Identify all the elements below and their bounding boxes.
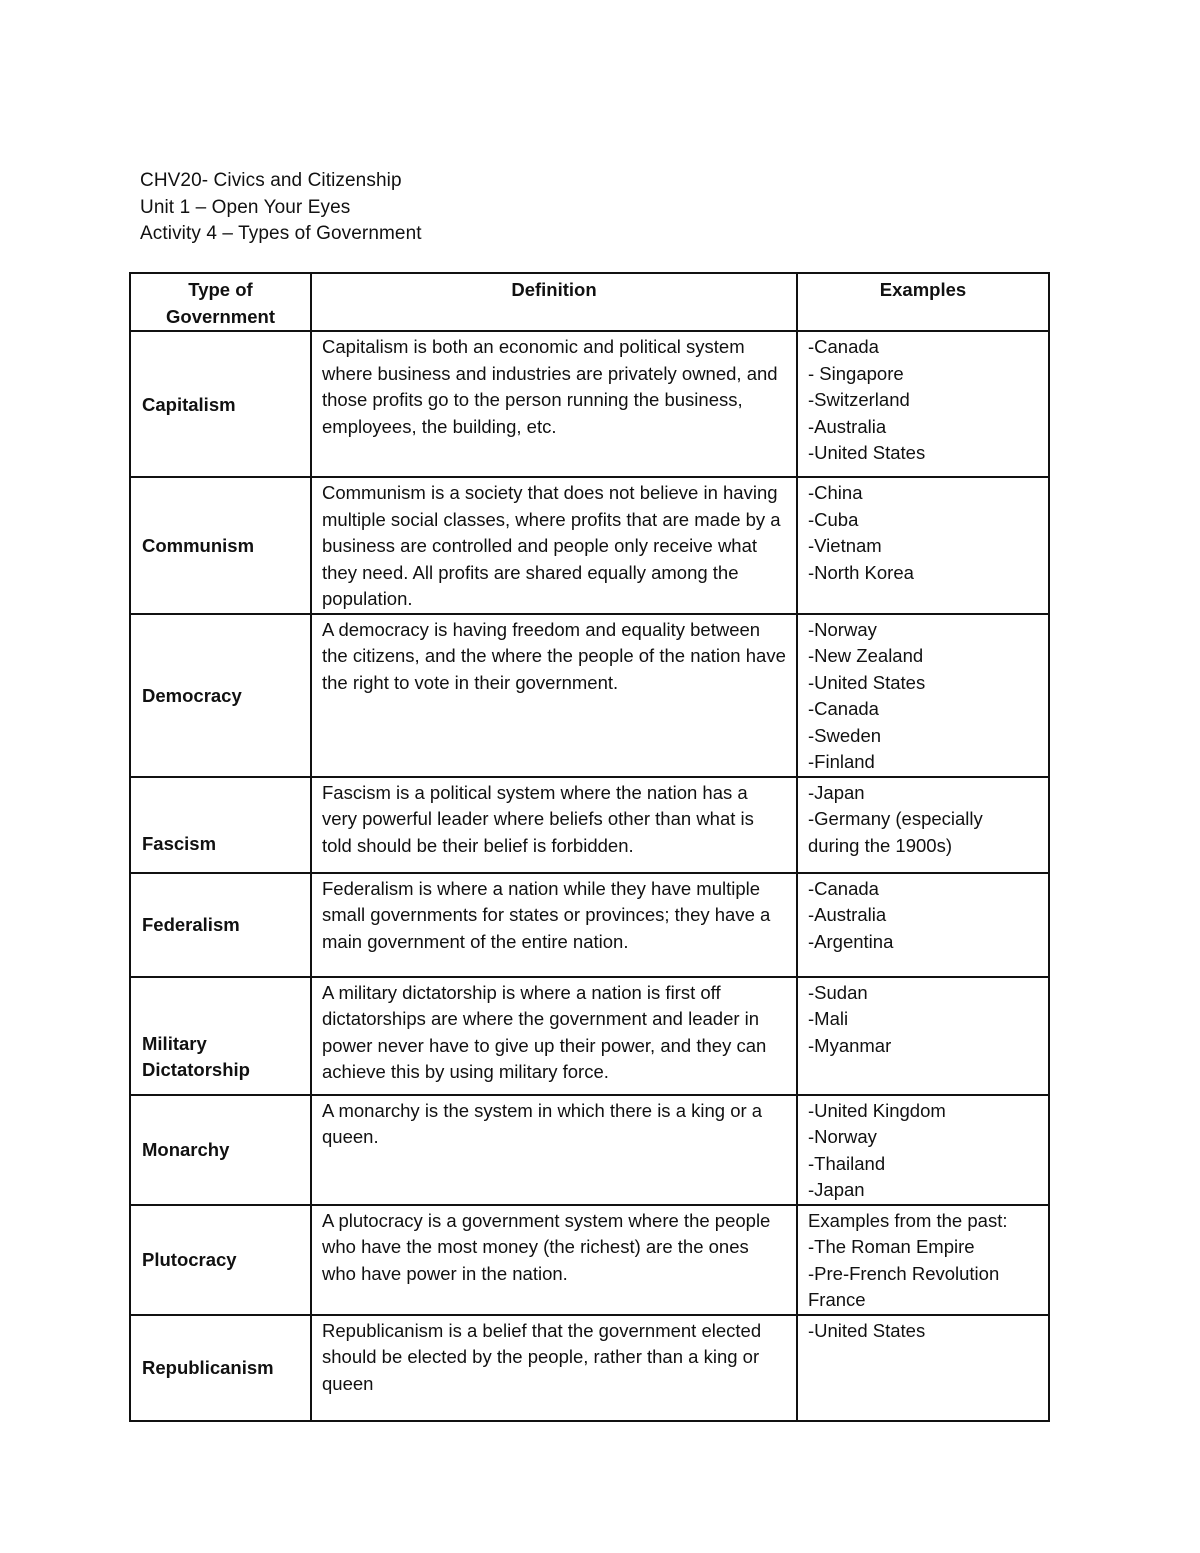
examples-cell [797, 1205, 1049, 1315]
definition-cell: A democracy is having freedom and equality between the citizens, and the where the people of the nation have the right to vote in their government. [311, 614, 797, 777]
example-item: -Sudan [808, 981, 868, 1003]
type-cell: Monarchy [130, 1095, 311, 1205]
table-row [130, 777, 1049, 873]
examples-cell [797, 331, 1049, 477]
example-item: -United Kingdom [808, 1099, 946, 1121]
example-item: -Finland [808, 751, 875, 772]
example-item: -Mali [808, 1008, 849, 1029]
example-item: -Australia [808, 904, 887, 925]
examples-cell [797, 477, 1049, 614]
definition-cell: A military dictatorship is where a nation is first off dictatorships are where the government and leader in power never have to give up their power, and they can achieve this by using military force. [311, 977, 797, 1095]
examples-cell [797, 777, 1049, 873]
examples-cell [797, 977, 1049, 1095]
definition-cell: Federalism is where a nation while they have multiple small governments for states or provinces; they have a main government of the entire nation. [311, 873, 797, 977]
examples-cell [797, 873, 1049, 977]
example-item: - Singapore [808, 362, 904, 384]
table-row [130, 477, 1049, 614]
example-item: -Canada [808, 336, 879, 357]
example-item: -Canada [808, 698, 879, 719]
example-item: -Germany (especially [808, 808, 983, 829]
example-item: Examples from the past: [808, 1209, 1008, 1231]
example-item: -Vietnam [808, 535, 882, 556]
type-cell: Fascism [130, 777, 311, 873]
example-item: -Sweden [808, 724, 882, 746]
example-item: -Myanmar [808, 1034, 892, 1056]
table-row [130, 1315, 1049, 1421]
example-item: -New Zealand [808, 645, 924, 666]
type-cell: Military Dictatorship [130, 977, 311, 1095]
document-header [140, 168, 422, 248]
type-cell: Federalism [130, 873, 311, 977]
example-item: -Canada [808, 877, 879, 899]
table-header-row [130, 273, 1049, 331]
example-item: -Switzerland [808, 389, 910, 410]
example-item: -Thailand [808, 1152, 886, 1174]
example-item: -North Korea [808, 561, 914, 583]
example-item: -Japan [808, 781, 865, 803]
column-header-type: Type of Government [130, 273, 311, 331]
example-item: -Australia [808, 415, 887, 437]
type-cell: Republicanism [130, 1315, 311, 1421]
example-item: -Pre-French Revolution [808, 1262, 1000, 1284]
column-header-examples: Examples [797, 273, 1049, 331]
example-item: -The Roman Empire [808, 1236, 975, 1257]
table-row [130, 1205, 1049, 1315]
definition-cell: A plutocracy is a government system where the people who have the most money (the richest) are the ones who have power in the nation. [311, 1205, 797, 1315]
example-item: -Norway [808, 618, 877, 640]
examples-cell [797, 1095, 1049, 1205]
table-row [130, 1095, 1049, 1205]
definition-cell: A monarchy is the system in which there is a king or a queen. [311, 1095, 797, 1205]
definition-cell: Fascism is a political system where the nation has a very powerful leader where beliefs other than what is told should be their belief is forbidden. [311, 777, 797, 873]
example-item: France [808, 1289, 866, 1310]
example-item: -Argentina [808, 930, 894, 952]
type-cell: Plutocracy [130, 1205, 311, 1315]
example-item: -China [808, 482, 863, 503]
unit-title: Unit 1 – Open Your Eyes [140, 196, 351, 218]
type-cell: Communism [130, 477, 311, 614]
table-row [130, 331, 1049, 477]
type-cell: Capitalism [130, 331, 311, 477]
activity-title: Activity 4 – Types of Government [140, 223, 422, 244]
course-title: CHV20- Civics and Citizenship [140, 170, 402, 191]
type-cell: Democracy [130, 614, 311, 777]
example-item: -United States [808, 671, 926, 693]
table-row [130, 977, 1049, 1095]
example-item: -Norway [808, 1126, 877, 1147]
government-types-table [129, 272, 1050, 1422]
examples-cell [797, 1315, 1049, 1421]
definition-cell: Capitalism is both an economic and political system where business and industries are privately owned, and those profits go to the person running the business, employees, the building, etc. [311, 331, 797, 477]
example-item: -United States [808, 442, 926, 463]
example-item: -United States [808, 1319, 926, 1341]
definition-cell: Communism is a society that does not believe in having multiple social classes, where profits that are made by a business are controlled and people only receive what they need. All profits are shared equally among the population. [311, 477, 797, 614]
example-item: -Cuba [808, 508, 859, 530]
example-item: -Japan [808, 1179, 865, 1200]
table-row [130, 614, 1049, 777]
table-row [130, 873, 1049, 977]
examples-cell [797, 614, 1049, 777]
column-header-definition: Definition [311, 273, 797, 331]
example-item: during the 1900s) [808, 834, 952, 856]
definition-cell: Republicanism is a belief that the government elected should be elected by the people, rather than a king or queen [311, 1315, 797, 1421]
